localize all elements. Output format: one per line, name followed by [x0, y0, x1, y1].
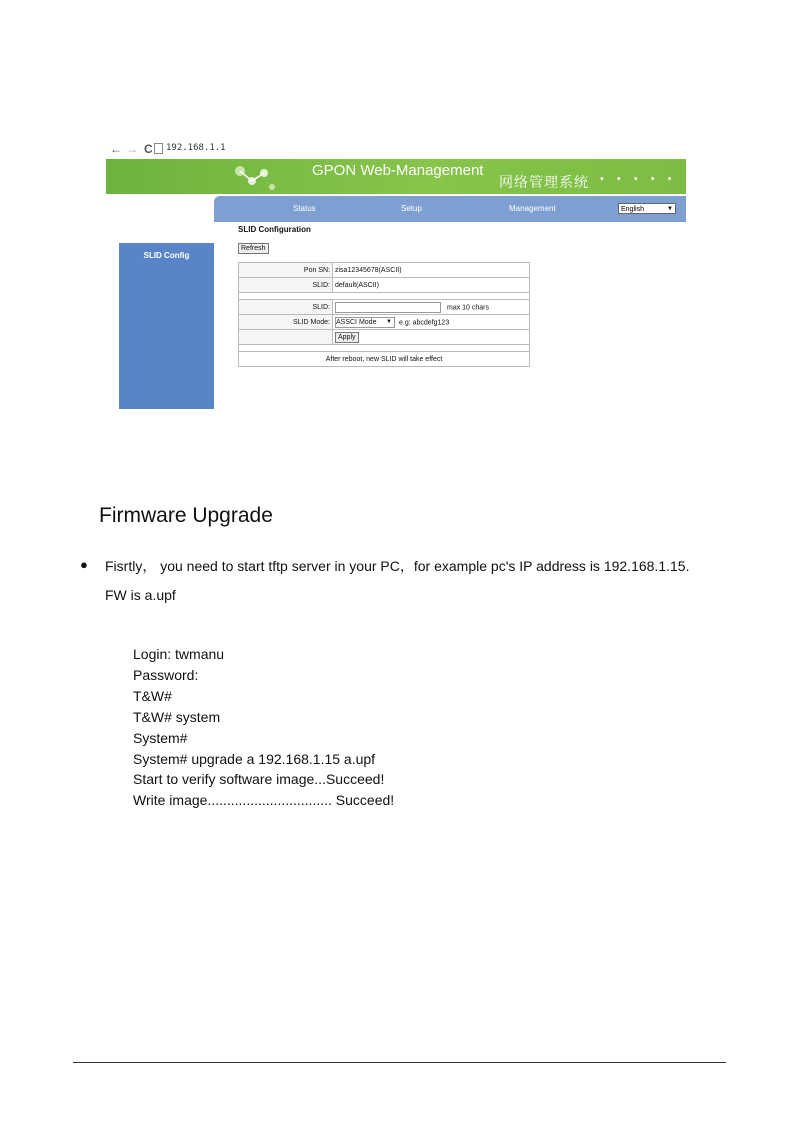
sidebar	[119, 243, 214, 409]
console-transcript	[133, 644, 394, 811]
embedded-screenshot	[106, 139, 686, 409]
slid-mode-value: ASSCI Mode	[336, 318, 377, 326]
browser-address-bar	[106, 139, 686, 160]
slid-mode-label: SLID Mode:	[239, 315, 333, 330]
slid-mode-select[interactable]	[335, 317, 395, 328]
table-row	[239, 352, 530, 367]
spacer-row	[239, 293, 530, 300]
pon-sn-value: zisa12345678(ASCII)	[333, 263, 530, 278]
menu-setup[interactable]: Setup	[401, 204, 422, 213]
slid-input-label: SLID:	[239, 300, 333, 315]
bullet-icon: ●	[80, 557, 88, 572]
slid-input[interactable]	[335, 302, 441, 313]
console-line: Password:	[133, 666, 199, 683]
main-menu-bar	[214, 196, 686, 222]
paragraph-line-2: FW is a.upf	[105, 587, 176, 603]
spacer-row	[239, 345, 530, 352]
pon-sn-label: Pon SN:	[239, 263, 333, 278]
gpon-banner	[106, 159, 686, 194]
language-select[interactable]	[618, 203, 676, 214]
brand-title: GPON Web-Management	[312, 162, 484, 179]
menu-management[interactable]: Management	[509, 204, 556, 213]
chevron-down-icon: ▼	[667, 206, 673, 212]
console-line: Start to verify software image...Succeed!	[133, 771, 385, 788]
reload-icon[interactable]: C	[144, 142, 153, 156]
chevron-down-icon: ▼	[386, 318, 392, 325]
sidebar-item-slid-config[interactable]: SLID Config	[143, 251, 190, 260]
forward-icon[interactable]: →	[126, 142, 138, 156]
table-row	[239, 300, 530, 315]
page-icon	[154, 143, 163, 154]
paragraph-line-1: Fisrtly， you need to start tftp server in your PC，for example pc's IP address is 192.168.1.15.	[105, 558, 690, 574]
console-line: System# upgrade a 192.168.1.15 a.upf	[133, 750, 376, 767]
apply-button[interactable]: Apply	[335, 332, 359, 343]
footer-rule	[73, 1062, 726, 1063]
table-row	[239, 330, 530, 345]
slid-config-table	[238, 262, 530, 367]
table-row	[239, 263, 530, 278]
refresh-button[interactable]: Refresh	[238, 243, 269, 254]
console-line: Login: twmanu	[133, 646, 225, 662]
slid-value: default(ASCII)	[333, 278, 530, 293]
slid-input-hint: max 10 chars	[447, 303, 490, 311]
console-line: Write image................................ Succeed!	[133, 792, 395, 809]
url-text[interactable]: 192.168.1.1	[166, 143, 226, 153]
logo-dots-icon	[234, 163, 276, 191]
language-value: English	[621, 206, 644, 213]
reboot-note: After reboot, new SLID will take effect	[239, 352, 530, 367]
banner-dots: • • • • •	[600, 173, 677, 185]
console-line: System#	[133, 729, 188, 746]
menu-status[interactable]: Status	[293, 204, 316, 213]
section-heading: Firmware Upgrade	[99, 504, 273, 527]
console-line: T&W#	[133, 687, 172, 704]
table-row	[239, 315, 530, 330]
console-line: T&W# system	[133, 708, 221, 725]
cn-title: 网络管理系统	[499, 174, 589, 190]
table-row	[239, 278, 530, 293]
back-icon[interactable]: ←	[110, 142, 122, 156]
panel-title: SLID Configuration	[238, 225, 311, 234]
slid-mode-hint: e.g: abcdefg123	[399, 318, 450, 326]
slid-label: SLID:	[239, 278, 333, 293]
